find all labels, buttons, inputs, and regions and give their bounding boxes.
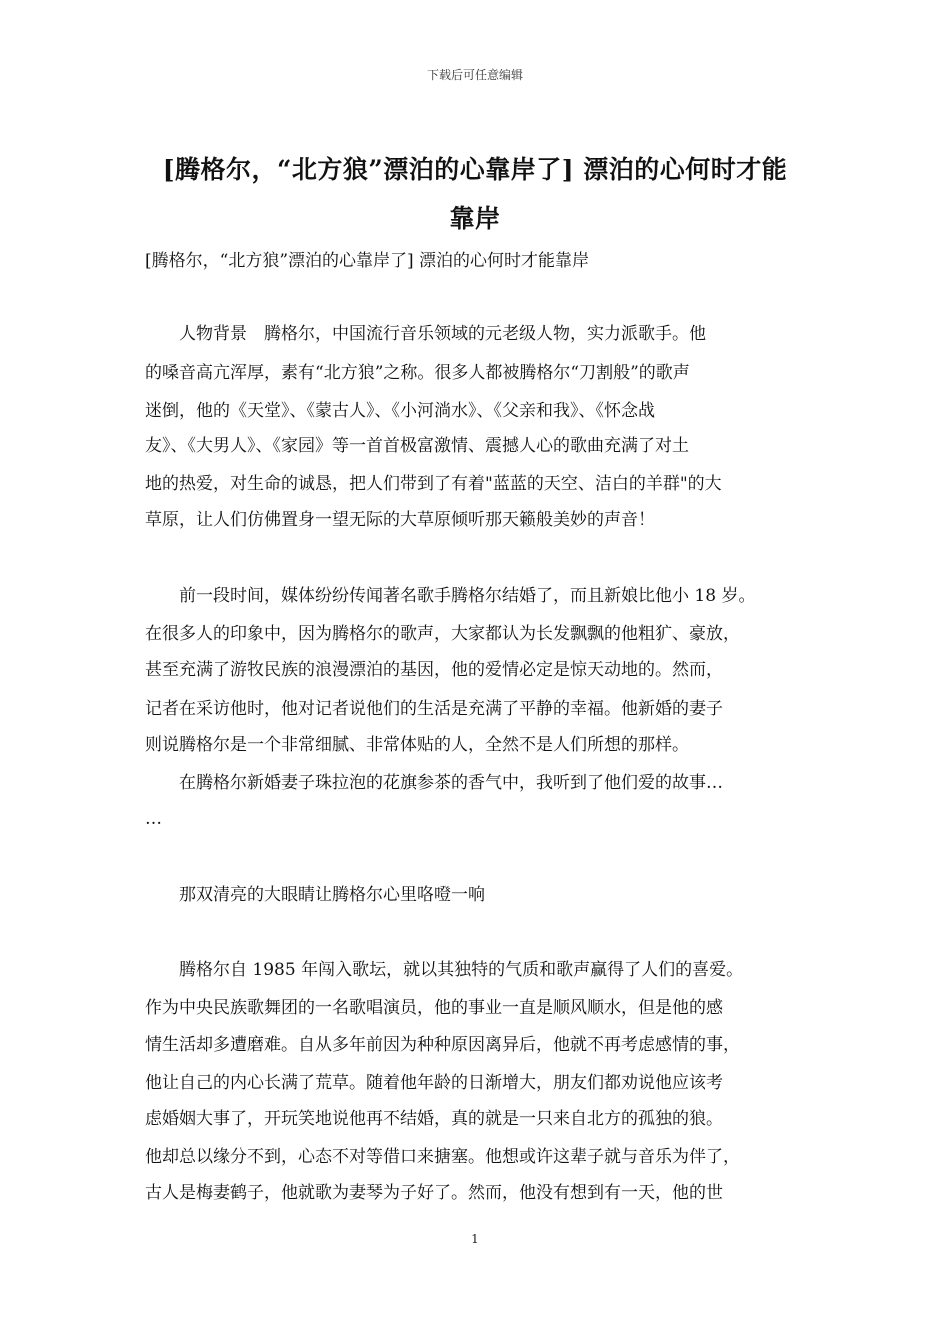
document-subtitle: [腾格尔，“北方狼”漂泊的心靠岸了] 漂泊的心何时才能靠岸 bbox=[145, 251, 590, 271]
body-line: 前一段时间，媒体纷纷传闻著名歌手腾格尔结婚了，而且新娘比他小 18 岁。 bbox=[145, 586, 756, 606]
body-line: 人物背景 腾格尔，中国流行音乐领域的元老级人物，实力派歌手。他 bbox=[145, 324, 706, 344]
body-line: 地的热爱，对生命的诚恳，把人们带到了有着"蓝蓝的天空、洁白的羊群"的大 bbox=[145, 474, 722, 494]
body-line: 他却总以缘分不到，心态不对等借口来搪塞。他想或许这辈子就与音乐为伴了， bbox=[145, 1147, 740, 1167]
document-title-line-2: 靠岸 bbox=[449, 204, 501, 233]
body-line: 的嗓音高亢浑厚，素有“北方狼”之称。很多人都被腾格尔“刀割般”的歌声 bbox=[145, 363, 690, 383]
body-line: 友》、《大男人》、《家园》等一首首极富激情、震撼人心的歌曲充满了对土 bbox=[145, 436, 689, 456]
body-line: 甚至充满了游牧民族的浪漫漂泊的基因，他的爱情必定是惊天动地的。然而， bbox=[145, 660, 723, 680]
body-line: 古人是梅妻鹤子，他就歌为妻琴为子好了。然而，他没有想到有一天，他的世 bbox=[145, 1183, 723, 1203]
body-line: 在腾格尔新婚妻子珠拉泡的花旗参茶的香气中，我听到了他们爱的故事… bbox=[145, 773, 723, 793]
page-header: 下载后可任意编辑 bbox=[426, 68, 523, 82]
body-line: 则说腾格尔是一个非常细腻、非常体贴的人，全然不是人们所想的那样。 bbox=[145, 735, 689, 755]
body-line: 迷倒，他的《天堂》、《蒙古人》、《小河淌水》、《父亲和我》、《怀念战 bbox=[145, 401, 655, 421]
body-line: 虑婚姻大事了，开玩笑地说他再不结婚，真的就是一只来自北方的孤独的狼。 bbox=[145, 1109, 723, 1129]
page-number: 1 bbox=[471, 1232, 479, 1246]
body-line: 记者在采访他时，他对记者说他们的生活是充满了平静的幸福。他新婚的妻子 bbox=[145, 699, 723, 719]
body-line: 情生活却多遭磨难。自从多年前因为种种原因离异后，他就不再考虑感情的事， bbox=[145, 1035, 740, 1055]
body-line: 作为中央民族歌舞团的一名歌唱演员，他的事业一直是顺风顺水，但是他的感 bbox=[145, 998, 723, 1018]
body-line: … bbox=[145, 809, 162, 829]
section-heading: 那双清亮的大眼睛让腾格尔心里咯噔一响 bbox=[145, 885, 485, 905]
document-title-line-1: [腾格尔，“北方狼”漂泊的心靠岸了] 漂泊的心何时才能 bbox=[162, 155, 788, 184]
body-line: 在很多人的印象中，因为腾格尔的歌声，大家都认为长发飘飘的他粗犷、豪放， bbox=[145, 624, 740, 644]
body-line: 腾格尔自 1985 年闯入歌坛，就以其独特的气质和歌声赢得了人们的喜爱。 bbox=[145, 960, 744, 980]
body-line: 他让自己的内心长满了荒草。随着他年龄的日渐增大，朋友们都劝说他应该考 bbox=[145, 1073, 723, 1093]
body-line: 草原，让人们仿佛置身一望无际的大草原倾听那天籁般美妙的声音！ bbox=[145, 510, 655, 530]
